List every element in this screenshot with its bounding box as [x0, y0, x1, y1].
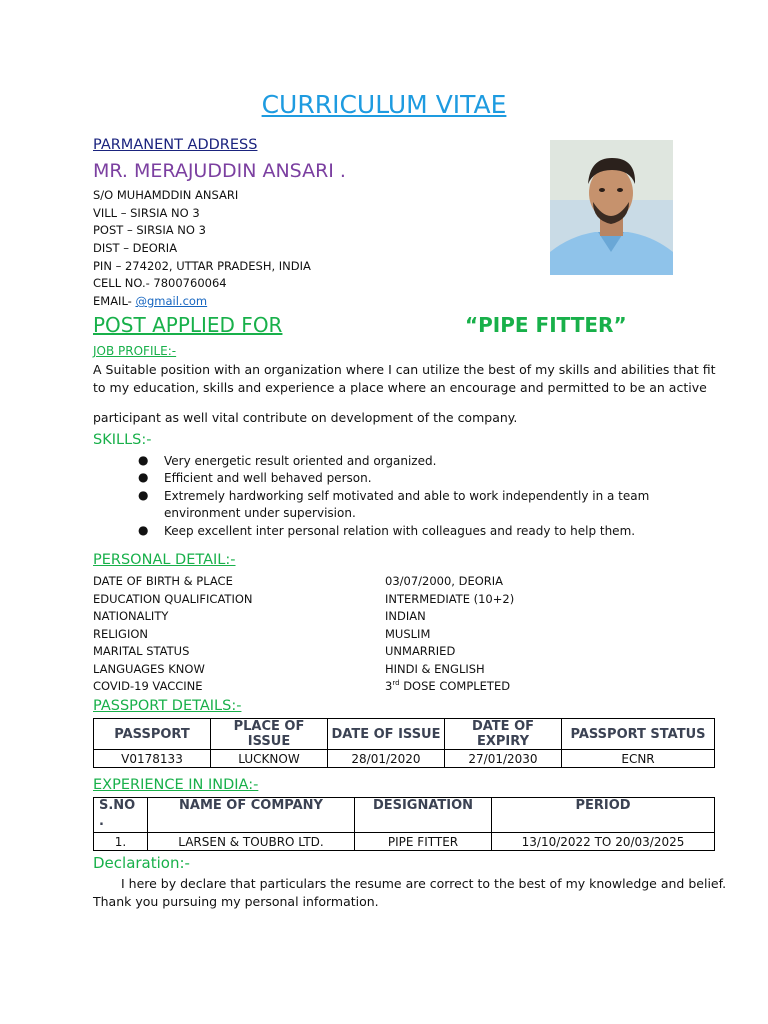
table-cell: ECNR: [562, 750, 715, 768]
job-profile-line: A Suitable position with an organization where I can utilize the best of my skills and abilities that fit: [93, 362, 716, 377]
skill-item-continued: environment under supervision.: [164, 506, 356, 520]
table-header-dot: .: [99, 814, 104, 829]
address-heading: PARMANENT ADDRESS: [93, 137, 258, 153]
address-line: PIN – 274202, UTTAR PRADESH, INDIA: [93, 259, 311, 273]
table-cell: 27/01/2030: [445, 750, 562, 768]
bullet-icon: ●: [138, 488, 149, 502]
personal-label: EDUCATION QUALIFICATION: [93, 592, 253, 606]
skill-item: Extremely hardworking self motivated and able to work independently in a team: [164, 489, 650, 503]
passport-table: [93, 718, 715, 768]
table-cell: V0178133: [94, 750, 211, 768]
table-header: PLACE OF ISSUE: [211, 719, 328, 750]
table-header: PERIOD: [492, 798, 715, 833]
vaccine-dose-suffix: rd: [392, 679, 400, 688]
job-profile-heading: JOB PROFILE:-: [93, 344, 177, 358]
personal-value: MUSLIM: [385, 627, 431, 641]
personal-value-vaccine: [385, 679, 510, 693]
personal-heading: PERSONAL DETAIL:-: [93, 552, 236, 568]
table-header-sno: [94, 798, 148, 833]
job-profile-line: to my education, skills and experience a place where an encourage and permitted to be an active: [93, 380, 707, 395]
table-header: NAME OF COMPANY: [148, 798, 355, 833]
skill-item: Keep excellent inter personal relation with colleagues and ready to help them.: [164, 524, 636, 538]
declaration-heading: Declaration:-: [93, 854, 190, 872]
table-header: DESIGNATION: [355, 798, 492, 833]
personal-label: LANGUAGES KNOW: [93, 662, 205, 676]
cell-number: CELL NO.- 7800760064: [93, 276, 227, 290]
personal-value: INTERMEDIATE (10+2): [385, 592, 515, 606]
table-cell: PIPE FITTER: [355, 833, 492, 851]
address-line: VILL – SIRSIA NO 3: [93, 206, 200, 220]
table-cell: LUCKNOW: [211, 750, 328, 768]
profile-photo-image: [550, 140, 673, 275]
table-header: DATE OF EXPIRY: [445, 719, 562, 750]
table-header-row: [94, 798, 715, 833]
personal-label: NATIONALITY: [93, 609, 169, 623]
job-profile-line: participant as well vital contribute on development of the company.: [93, 410, 518, 425]
personal-label: MARITAL STATUS: [93, 644, 190, 658]
personal-label: RELIGION: [93, 627, 149, 641]
cv-title: CURRICULUM VITAE: [261, 90, 507, 119]
email-label: EMAIL-: [93, 294, 132, 308]
table-header: PASSPORT: [94, 719, 211, 750]
table-header-row: [94, 719, 715, 750]
table-row: [94, 750, 715, 768]
bullet-icon: ●: [138, 523, 149, 537]
table-cell: 13/10/2022 TO 20/03/2025: [492, 833, 715, 851]
experience-heading: EXPERIENCE IN INDIA:-: [93, 777, 259, 793]
declaration-line: I here by declare that particulars the resume are correct to the best of my knowledge and belief.: [121, 876, 727, 891]
profile-photo: [550, 140, 673, 275]
declaration-line: Thank you pursuing my personal information.: [93, 894, 379, 909]
table-row: [94, 833, 715, 851]
personal-value: INDIAN: [385, 609, 426, 623]
table-cell: 28/01/2020: [328, 750, 445, 768]
personal-value: HINDI & ENGLISH: [385, 662, 485, 676]
personal-label: COVID-19 VACCINE: [93, 679, 203, 693]
vaccine-dose-text: DOSE COMPLETED: [403, 679, 511, 693]
address-line: S/O MUHAMDDIN ANSARI: [93, 188, 239, 202]
email-row: [93, 294, 207, 308]
post-applied-value: “PIPE FITTER”: [465, 313, 627, 337]
table-header: DATE OF ISSUE: [328, 719, 445, 750]
skill-item: Efficient and well behaved person.: [164, 471, 372, 485]
experience-table: [93, 797, 715, 851]
table-header: S.NO: [99, 798, 136, 813]
address-line: DIST – DEORIA: [93, 241, 178, 255]
address-line: POST – SIRSIA NO 3: [93, 223, 206, 237]
email-link[interactable]: @gmail.com: [135, 294, 208, 308]
passport-heading: PASSPORT DETAILS:-: [93, 698, 242, 714]
post-applied-label: POST APPLIED FOR: [93, 313, 283, 337]
candidate-name: MR. MERAJUDDIN ANSARI .: [93, 160, 346, 182]
personal-value: UNMARRIED: [385, 644, 456, 658]
skills-heading: SKILLS:-: [93, 432, 152, 448]
skill-item: Very energetic result oriented and organized.: [164, 454, 437, 468]
bullet-icon: ●: [138, 470, 149, 484]
bullet-icon: ●: [138, 453, 149, 467]
table-cell: LARSEN & TOUBRO LTD.: [148, 833, 355, 851]
vaccine-dose-number: 3: [385, 679, 393, 693]
table-cell: 1.: [94, 833, 148, 851]
table-header: PASSPORT STATUS: [562, 719, 715, 750]
personal-value: 03/07/2000, DEORIA: [385, 574, 504, 588]
personal-label: DATE OF BIRTH & PLACE: [93, 574, 233, 588]
